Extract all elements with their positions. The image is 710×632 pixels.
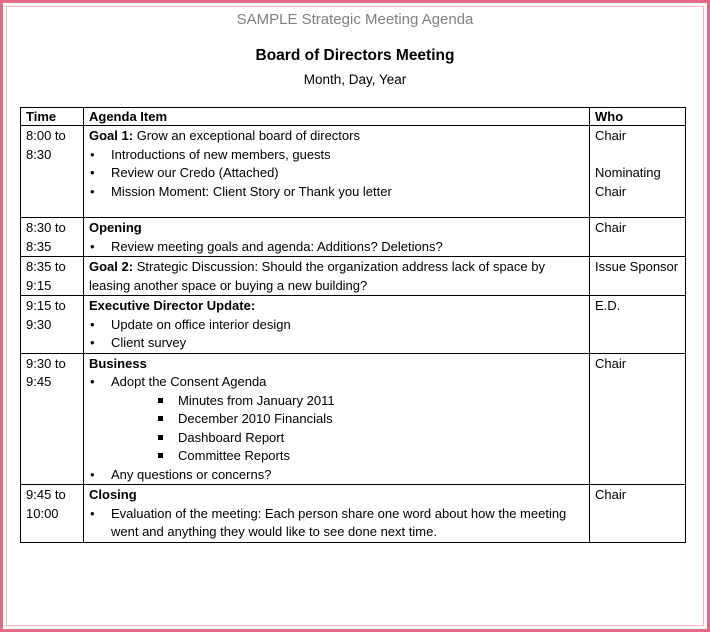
who-text: E.D. xyxy=(595,298,621,313)
bullet-list xyxy=(89,373,585,392)
who-text: Issue Sponsor xyxy=(595,259,679,274)
agenda-item-text: Grow an exceptional board of directors xyxy=(133,128,360,143)
who-cell xyxy=(590,218,686,257)
list-item: • Client survey xyxy=(111,334,585,353)
sub-list-item: December 2010 Financials xyxy=(178,410,585,429)
time-cell: 9:30 to 9:45 xyxy=(21,353,84,485)
header-who: Who xyxy=(590,108,686,126)
header-agenda-item: Agenda Item xyxy=(84,108,590,126)
agenda-item-cell xyxy=(84,257,590,296)
time-cell: 8:30 to 8:35 xyxy=(21,218,84,257)
who-text: Chair xyxy=(595,487,627,502)
time-cell: 9:45 to 10:00 xyxy=(21,485,84,543)
table-row xyxy=(21,296,686,354)
bullet-list xyxy=(89,146,585,202)
who-text: Chair xyxy=(595,355,627,371)
time-cell: 8:35 to 9:15 xyxy=(21,257,84,296)
sub-list-item: Dashboard Report xyxy=(178,429,585,448)
agenda-item-cell xyxy=(84,218,590,257)
list-item: • Update on office interior design xyxy=(111,316,585,335)
who-text: Chair xyxy=(595,220,627,235)
agenda-item-cell xyxy=(84,126,590,218)
header-time: Time xyxy=(21,108,84,126)
sub-list-item: Minutes from January 2011 xyxy=(178,392,585,411)
agenda-item-label: Goal 1: xyxy=(89,128,134,143)
meeting-date: Month, Day, Year xyxy=(303,72,407,87)
agenda-item-title xyxy=(89,258,585,295)
who-text: Chair xyxy=(595,128,627,143)
table-row xyxy=(21,257,686,296)
bullet-list xyxy=(89,505,585,542)
agenda-table xyxy=(20,107,686,543)
time-cell: 9:15 to 9:30 xyxy=(21,296,84,354)
who-cell xyxy=(590,485,686,543)
bullet-list xyxy=(89,238,585,257)
agenda-item-title: Closing xyxy=(89,487,137,502)
who-cell xyxy=(590,257,686,296)
document-title: SAMPLE Strategic Meeting Agenda xyxy=(236,11,474,28)
table-row xyxy=(21,485,686,543)
agenda-item-title: Business xyxy=(89,355,147,371)
meeting-heading: Board of Directors Meeting xyxy=(255,47,455,64)
bullet-list xyxy=(89,466,585,485)
table-row xyxy=(21,353,686,485)
sub-bullet-list xyxy=(89,392,585,466)
list-item: • Introductions of new members, guests xyxy=(111,146,585,165)
who-cell xyxy=(590,296,686,354)
agenda-item-cell xyxy=(84,296,590,354)
who-spacer xyxy=(595,146,681,165)
table-row xyxy=(21,126,686,218)
agenda-item-title xyxy=(89,127,585,146)
list-item: • Review our Credo (Attached) xyxy=(111,164,585,183)
agenda-item-label: Goal 2: xyxy=(89,259,134,274)
list-item: • Adopt the Consent Agenda xyxy=(111,373,585,392)
agenda-item-text: Strategic Discussion: Should the organization address lack of space by leasing another space or buying a new building? xyxy=(89,259,545,293)
list-item: • Evaluation of the meeting: Each person share one word about how the meeting went and anything they would like to see done next time. xyxy=(111,505,585,542)
time-cell: 8:00 to 8:30 xyxy=(21,126,84,218)
list-item: • Any questions or concerns? xyxy=(111,466,585,485)
who-text: Nominating Chair xyxy=(595,165,661,199)
table-header-row xyxy=(21,108,686,126)
who-cell xyxy=(590,126,686,218)
bullet-list xyxy=(89,316,585,353)
sub-list-item: Committee Reports xyxy=(178,447,585,466)
agenda-item-title: Opening xyxy=(89,220,142,235)
agenda-item-title: Executive Director Update: xyxy=(89,298,256,313)
agenda-item-cell xyxy=(84,353,590,485)
table-row xyxy=(21,218,686,257)
list-item: • Review meeting goals and agenda: Additions? Deletions? xyxy=(111,238,585,257)
list-item: • Mission Moment: Client Story or Thank you letter xyxy=(111,183,585,202)
who-cell xyxy=(590,353,686,485)
agenda-item-cell xyxy=(84,485,590,543)
